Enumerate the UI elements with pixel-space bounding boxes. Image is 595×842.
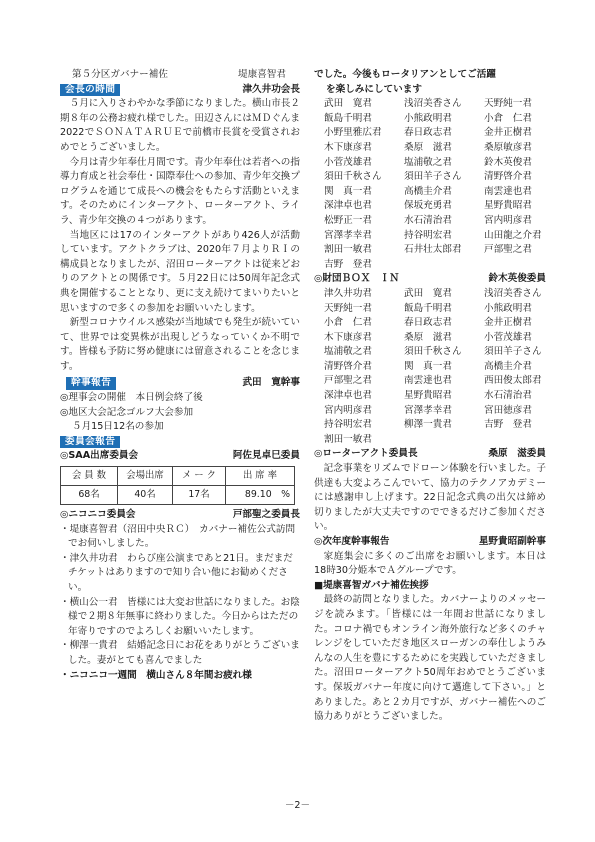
- box-name: 金井正樹君: [484, 317, 532, 329]
- next-heading-row: [314, 535, 546, 550]
- niko-name: 松野正一君: [324, 214, 372, 226]
- box-name: [404, 433, 484, 448]
- box-name: 小熊政明君: [484, 302, 532, 314]
- niko-name: 須田千秋さん: [324, 171, 382, 183]
- niko-name: 戸部聖之委員長: [232, 509, 300, 521]
- att-header-members: 会 員 数: [61, 467, 118, 486]
- att-header-makeup: メ ー ク: [173, 467, 226, 486]
- box-name: 星野貴昭君: [404, 390, 452, 402]
- niko-name: 星野貴昭君: [484, 200, 532, 212]
- niko-name: 清野啓介君: [484, 171, 532, 183]
- att-header-rate: 出 席 率: [226, 467, 295, 486]
- kanji-item-1: ◎理事会の開催 本日例会終了後: [60, 392, 203, 404]
- niko-name: 宮澤孝幸君: [324, 229, 372, 241]
- box-name: 飯島千明君: [404, 302, 452, 314]
- box-name: 須田千秋さん: [404, 346, 462, 358]
- box-name: 浅沼美香さん: [484, 287, 542, 299]
- box-name: 高橋圭介君: [484, 360, 532, 372]
- att-header-venue: 会場出席: [118, 467, 173, 486]
- box-name: 戸部聖之君: [324, 375, 372, 387]
- kanji-heading: 幹事報告: [66, 377, 116, 390]
- niko-heading-row: [60, 508, 300, 523]
- box-name: 割田一敏君: [324, 433, 372, 445]
- niko-name: 塩浦敬之君: [404, 156, 452, 168]
- niko-name: 木下康彦君: [324, 141, 372, 153]
- rota-name: 桑原 滋委員: [488, 448, 546, 460]
- niko-name: 石井壮太郎君: [404, 244, 462, 256]
- niko-name: 浅沼美香さん: [404, 98, 462, 110]
- box-name: 水石清治君: [484, 390, 532, 402]
- box-name: 清野啓介君: [324, 360, 372, 372]
- box-name: 南雲達也君: [404, 375, 452, 387]
- niko-name: 深津卓也君: [324, 200, 372, 212]
- next-para: 家庭集会に多くのご出席をお願いします。本日は18時30分姫本でＡグループです。: [314, 550, 546, 577]
- box-name: 須田羊子さん: [484, 346, 542, 358]
- box-name: 鈴木英俊委員: [488, 273, 546, 285]
- niko-name: 武田 寛君: [324, 98, 372, 110]
- box-name: 宮澤孝幸君: [404, 404, 452, 416]
- niko-name: [404, 258, 484, 273]
- niko-item-1: ・堤康喜智君（沼田中央ＲＣ） カバナー補佐公式訪問でお伺いしました。: [60, 523, 296, 550]
- attendance-header-row: [61, 467, 295, 486]
- greet-para: 最終の訪問となりました。カバナーよりのメッセージを読みます。「皆様には一年間お世話になりました。コロナ禍でもオンライン海外旅行など多くのチャレンジをしていただき地区スローガンの奉仕しようみんなの人生を豊にするためにを実践していただきました。沼田ローターアクト50周年おめでとうございます。保坂ガバナー年度に向けて邁進して下さい。」とありました。あと２カ月ですが、ガバナー補佐へのご協力ありがとうございました。: [314, 594, 546, 723]
- niko-name: 天野純一君: [484, 98, 532, 110]
- intro-line-1: でした。今後もロータリアンとしてご活躍: [314, 69, 496, 80]
- attendance-table: [60, 466, 295, 505]
- kanji-heading-row: [60, 376, 300, 391]
- niko-name: 宮内明彦君: [484, 214, 532, 226]
- box-name: 桑原 滋君: [404, 331, 452, 343]
- kanji-item-2: ◎地区大会記念ゴルフ大会参加: [60, 406, 194, 418]
- box-name: [484, 433, 556, 448]
- box-name: 柳澤一貴君: [404, 419, 452, 431]
- intro-line-2: を楽しみにしています: [326, 83, 422, 95]
- niko-item-4: ・柳澤一貴君 結婚記念日にお花をありがとうございました。妻がとても喜んでました: [60, 640, 300, 666]
- president-para-1: ５月に入りさわやかな季節になりました。横山市長２期８年の公務お疲れ様でした。田辺さんにはＭＤぐんま2022でＳＯＮＡＴＡＲＵＥで前橋市長賞を受賞されおめでとうございました。: [60, 98, 300, 153]
- niko-name: 高橋圭介君: [404, 185, 452, 197]
- box-name: 吉野 登君: [484, 419, 532, 431]
- box-name: 小菅茂雄君: [484, 331, 532, 343]
- president-name: 津久井功会長: [242, 83, 300, 95]
- right-column: [314, 68, 546, 725]
- niko-name: 戸部聖之君: [484, 244, 532, 256]
- box-name: 武田 寛君: [404, 287, 452, 299]
- box-name: 天野純一君: [324, 302, 372, 314]
- att-value-makeup: 17名: [173, 486, 226, 505]
- gov-aide-line: [60, 68, 300, 83]
- niko-name: 小熊政明君: [404, 112, 452, 124]
- rota-heading-row: [314, 447, 546, 462]
- niko-name: 小菅茂雄君: [324, 156, 372, 168]
- next-title: ◎次年度幹事報告: [314, 536, 390, 547]
- president-para-3: 当地区には17のインターアクトがあり426人が活動しています。アクトクラブは、2020年７月よりＲＩの構成員となりましたが、沼田ローターアクトは従来どおりのアクトとの関係です。５月22日には50周年記念式典を開催することとなり、更に支え続けてまいりたいと思いますので多くの参加をお願いいたします。: [60, 229, 300, 314]
- box-heading-row: [314, 272, 546, 287]
- box-name: 小倉 仁君: [324, 317, 372, 329]
- niko-item-3: ・横山公一君 皆様には大変お世話になりました。お陰様で２期８年無事に終わりました。今日からはただの年寄りですのでよろしくお願いいたします。: [60, 596, 300, 637]
- rota-para: 記念事業をリズムでドローン体験を行いました。子供達も大変よろこんでいて、協力のテクノアカデミーには感謝申し上げます。22日記念式典の出欠は締め切りましたが大丈夫ですのでできるだけご参加ください。: [314, 463, 546, 533]
- committee-heading: 委員会報告: [60, 436, 120, 449]
- att-value-venue: 40名: [118, 486, 173, 505]
- niko-name: 須田羊子さん: [404, 171, 462, 183]
- niko-name: 鈴木英俊君: [484, 156, 532, 168]
- niko-title: ◎ニコニコ委員会: [60, 509, 136, 521]
- niko-name: 桑原敏彦君: [484, 141, 532, 153]
- box-name: 木下康彦君: [324, 331, 372, 343]
- president-para-2: 今月は青少年奉仕月間です。青少年奉仕は若者への指導力育成と社会奉仕・国際奉仕への参加、青少年交換プログラムを通じて成長への機会をもたらす活動といえます。そのためにインターアクト、ローターアクト、ライラ、青少年交換の４つがあります。: [60, 156, 300, 226]
- kanji-name: 武田 寛幹事: [242, 377, 300, 389]
- box-name: 深津卓也君: [324, 390, 372, 402]
- niko-name: 金井正樹君: [484, 127, 532, 139]
- gov-aide-label: 第５分区ガバナー補佐: [72, 69, 168, 80]
- niko-name: 南雲達也君: [484, 185, 532, 197]
- committee-heading-row: [60, 435, 300, 450]
- niko-name: [484, 258, 556, 273]
- president-para-4: 新型コロナウイルス感染が当地域でも発生が続いていて、世界では変異株が出現しどうなっていくか不明です。皆様も予防に努め健康には留意されることを念じます。: [60, 317, 300, 372]
- president-heading-row: [60, 83, 300, 98]
- box-name: 塩浦敬之君: [324, 346, 372, 358]
- greet-title: ■堤康喜智ガバナ補佐挨拶: [314, 579, 429, 591]
- next-name: 星野貴昭副幹事: [478, 536, 546, 547]
- saa-title: ◎SAA出席委員会: [60, 450, 139, 462]
- niko-name: 関 真一君: [324, 185, 372, 197]
- niko-name: 水石清治君: [404, 214, 452, 226]
- niko-name: 小野里雅広君: [324, 127, 382, 139]
- attendance-value-row: [61, 486, 295, 505]
- niko-name: 桑原 滋君: [404, 141, 452, 153]
- left-column: [60, 68, 300, 683]
- box-name: 持谷明宏君: [324, 419, 372, 431]
- gov-aide-name: 堤康喜智君: [238, 69, 286, 80]
- niko-name: 持谷明宏君: [404, 229, 452, 241]
- box-title: ◎財団ＢＯＸ ＩＮ: [314, 273, 400, 285]
- box-name: 宮内明彦君: [324, 404, 372, 416]
- rota-title: ◎ローターアクト委員長: [314, 448, 418, 460]
- att-value-rate: 89.10 %: [226, 486, 295, 505]
- niko-name: 春日政志君: [404, 127, 452, 139]
- box-name: 津久井功君: [324, 287, 372, 299]
- att-value-members: 68名: [61, 486, 118, 505]
- niko-item-2: ・津久井功君 わらび座公演まであと21日。まだまだチケットはありますので知り合い他にお勧めください。: [60, 552, 293, 593]
- niko-names-list: [314, 97, 546, 272]
- niko-name: 小倉 仁君: [484, 112, 532, 124]
- box-names-list: [314, 287, 546, 448]
- niko-name: 保坂充勇君: [404, 200, 452, 212]
- president-heading: 会長の時間: [60, 84, 120, 97]
- niko-name: 吉野 登君: [324, 258, 372, 270]
- niko-name: 山田龍之介君: [484, 229, 542, 241]
- box-name: 西田俊太郎君: [484, 375, 542, 387]
- box-name: 関 真一君: [404, 360, 452, 372]
- niko-name: 割田一敏君: [324, 244, 372, 256]
- box-name: 春日政志君: [404, 317, 452, 329]
- niko-name: 飯島千明君: [324, 112, 372, 124]
- niko-week: ・ニコニコ一週間 横山さん８年間お疲れ様: [60, 669, 252, 681]
- box-name: 宮田徳彦君: [484, 404, 532, 416]
- saa-name: 阿佐見卓巳委員: [232, 450, 300, 462]
- saa-heading-row: [60, 449, 300, 464]
- page-number: －2－: [284, 800, 311, 811]
- kanji-item-3: ５月15日12名の参加: [72, 421, 164, 433]
